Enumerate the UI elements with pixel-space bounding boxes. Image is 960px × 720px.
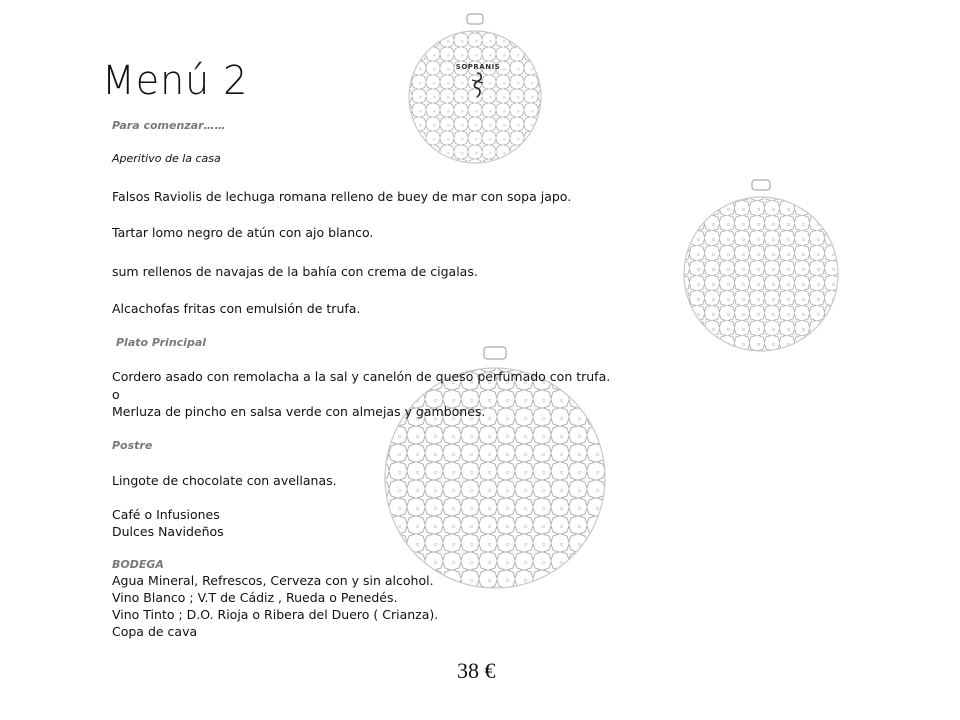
restaurant-logo xyxy=(448,63,508,103)
main-dish-1: Cordero asado con remolacha a la sal y canelón de queso perfumado con trufa. xyxy=(112,369,611,384)
dessert-3: Dulces Navideños xyxy=(112,524,224,539)
bodega-item-1: Agua Mineral, Refrescos, Cerveza con y sin alcohol. xyxy=(112,573,434,588)
bodega-item-2: Vino Blanco ; V.T de Cádiz , Rueda o Penedés. xyxy=(112,590,398,605)
main-or: o xyxy=(112,387,120,402)
bodega-heading: BODEGA xyxy=(112,558,164,571)
menu-price: 38 € xyxy=(457,658,496,683)
starter-1: Falsos Raviolis de lechuga romana relleno de buey de mar con sopa japo. xyxy=(112,189,572,204)
start-heading: Para comenzar…… xyxy=(112,119,226,132)
dessert-2: Café o Infusiones xyxy=(112,507,220,522)
bodega-item-4: Copa de cava xyxy=(112,624,198,639)
starter-2: Tartar lomo negro de atún con ajo blanco. xyxy=(112,225,374,240)
bodega-item-3: Vino Tinto ; D.O. Rioja o Ribera del Duero ( Crianza). xyxy=(112,607,439,622)
dessert-heading: Postre xyxy=(112,439,153,452)
page-title: Menú 2 xyxy=(102,58,249,104)
dessert-1: Lingote de chocolate con avellanas. xyxy=(112,473,337,488)
christmas-bauble-icon xyxy=(682,178,842,358)
starter-3: sum rellenos de navajas de la bahía con crema de cigalas. xyxy=(112,264,478,279)
main-heading: Plato Principal xyxy=(116,336,207,349)
logo-text: SOPRANIS xyxy=(455,63,501,71)
aperitivo-text: Aperitivo de la casa xyxy=(112,152,221,165)
starter-4: Alcachofas fritas con emulsión de trufa. xyxy=(112,301,361,316)
main-dish-2: Merluza de pincho en salsa verde con almejas y gambones. xyxy=(112,404,486,419)
logo-figure-icon xyxy=(467,71,489,99)
